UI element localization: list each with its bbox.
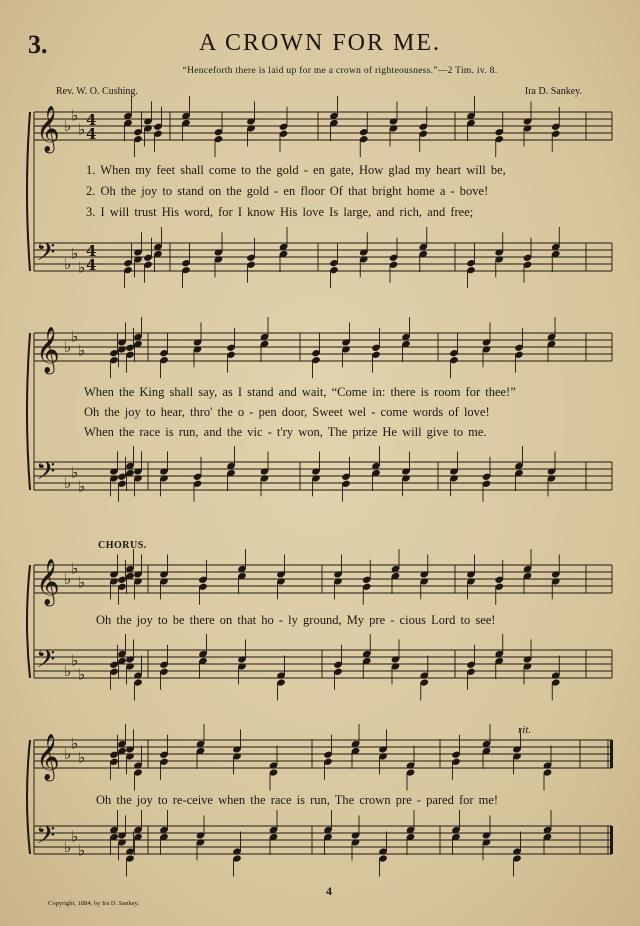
flat-icon: ♭ — [78, 477, 86, 496]
svg-text:4: 4 — [86, 111, 97, 129]
flat-icon: ♭ — [71, 244, 79, 263]
page-number: 4 — [326, 884, 332, 898]
svg-text:4: 4 — [86, 242, 97, 260]
flat-icon: ♭ — [78, 841, 86, 860]
lyric-line: When the race is run, and the vic - t'ry won, The prize He will give to me. — [84, 425, 487, 439]
flat-icon: ♭ — [64, 474, 72, 492]
hymn-title: A CROWN FOR ME. — [198, 30, 442, 56]
flat-icon: ♭ — [78, 665, 86, 684]
lyric-line: Oh the joy to re-ceive when the race is run, The crown pre - pared for me! — [96, 793, 499, 807]
flat-icon: ♭ — [71, 559, 79, 578]
flat-icon: ♭ — [64, 838, 72, 856]
flat-icon: ♭ — [64, 255, 72, 273]
chorus-label: CHORUS. — [98, 540, 147, 551]
flat-icon: ♭ — [64, 117, 72, 135]
bass-clef-icon: 𝄢 — [36, 457, 56, 492]
svg-text:4: 4 — [86, 256, 97, 274]
bass-clef-icon: 𝄢 — [36, 238, 56, 273]
flat-icon: ♭ — [71, 734, 79, 753]
lyric-line: When the King shall say, as I stand and wait, “Come in: there is room for thee!” — [84, 385, 516, 399]
flat-icon: ♭ — [64, 662, 72, 680]
treble-clef-icon: 𝄞 — [36, 327, 60, 373]
hymn-number: 3. — [28, 30, 48, 59]
copyright-notice: Copyright, 1884, by Ira D. Sankey. — [48, 900, 140, 907]
author: Rev. W. O. Cushing. — [56, 86, 138, 97]
treble-clef-icon: 𝄞 — [36, 734, 60, 780]
lyric-line: Oh the joy to hear, thro' the o - pen door, Sweet wel - come words of love! — [84, 405, 490, 419]
flat-icon: ♭ — [78, 120, 86, 139]
flat-icon: ♭ — [78, 573, 86, 592]
flat-icon: ♭ — [78, 258, 86, 277]
flat-icon: ♭ — [71, 106, 79, 125]
flat-icon: ♭ — [78, 748, 86, 767]
flat-icon: ♭ — [64, 338, 72, 356]
lyric-line: 3. I will trust His word, for I know His love Is large, and rich, and free; — [86, 205, 474, 219]
flat-icon: ♭ — [64, 570, 72, 588]
flat-icon: ♭ — [71, 827, 79, 846]
treble-clef-icon: 𝄞 — [36, 106, 60, 152]
bass-clef-icon: 𝄢 — [36, 645, 56, 680]
lyric-line: 2. Oh the joy to stand on the gold - en floor Of that bright home a - bove! — [86, 184, 489, 198]
bass-clef-icon: 𝄢 — [36, 821, 56, 856]
flat-icon: ♭ — [78, 341, 86, 360]
flat-icon: ♭ — [64, 745, 72, 763]
epigraph: “Henceforth there is laid up for me a crown of righteousness.”—2 Tim. iv. 8. — [182, 66, 498, 76]
lyric-line: Oh the joy to be there on that ho - ly ground, My pre - cious Lord to see! — [96, 613, 496, 627]
flat-icon: ♭ — [71, 463, 79, 482]
treble-clef-icon: 𝄞 — [36, 559, 60, 605]
tempo-marking: rit. — [518, 724, 532, 736]
lyric-line: 1. When my feet shall come to the gold - en gate, How glad my heart will be, — [86, 163, 506, 177]
flat-icon: ♭ — [71, 651, 79, 670]
flat-icon: ♭ — [71, 327, 79, 346]
svg-text:4: 4 — [86, 125, 97, 143]
composer: Ira D. Sankey. — [524, 86, 582, 97]
